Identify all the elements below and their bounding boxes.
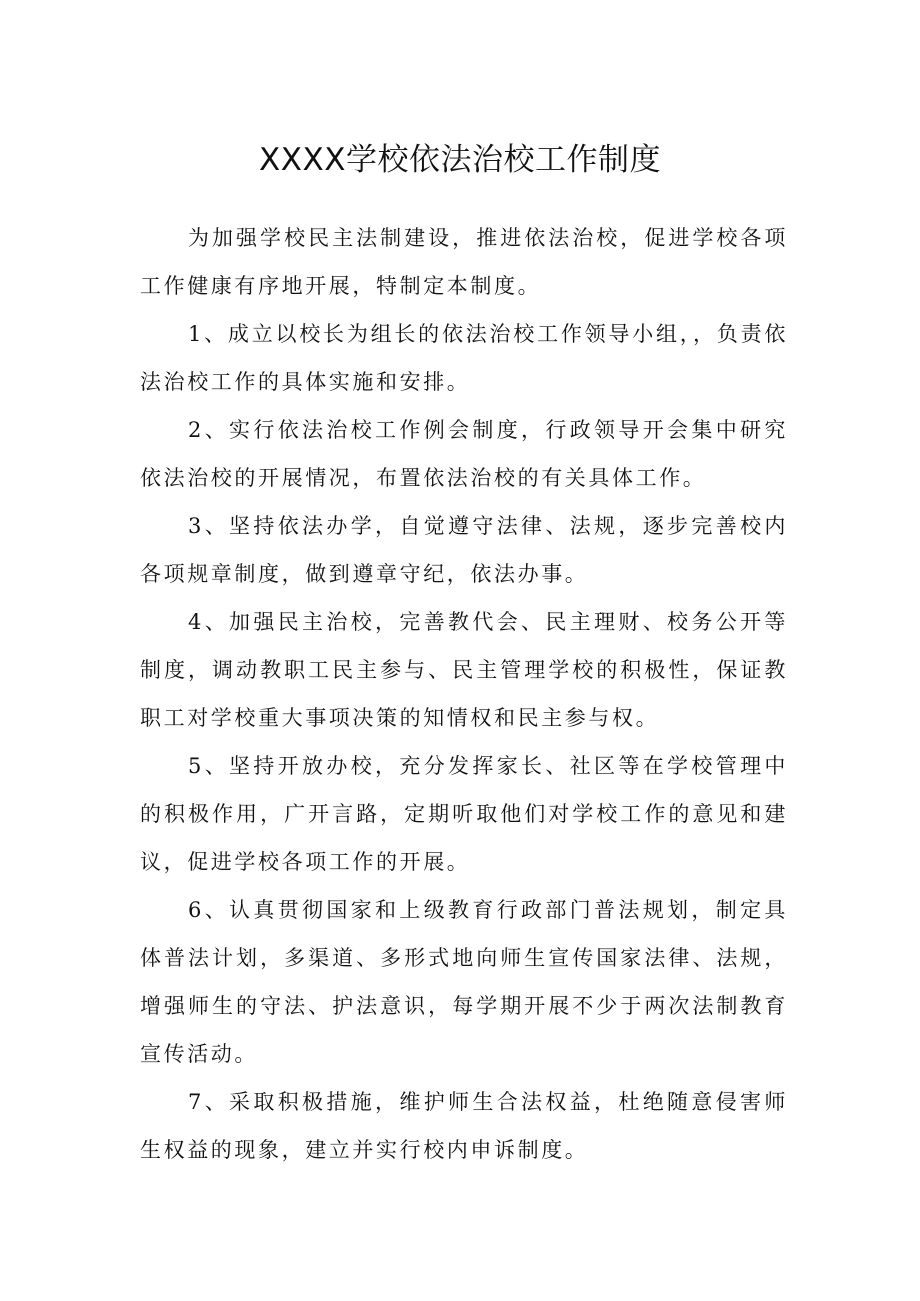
paragraph-item-3: 3、坚持依法办学，自觉遵守法律、法规，逐步完善校内各项规章制度，做到遵章守纪，依法办事。 [140,514,788,586]
document-body [140,214,788,1174]
paragraph-item-1: 1、成立以校长为组长的依法治校工作领导小组，，负责依法治校工作的具体实施和安排。 [140,322,788,394]
document-title: XXXX学校依法治校工作制度 [259,142,661,178]
paragraph-intro: 为加强学校民主法制建设，推进依法治校，促进学校各项工作健康有序地开展，特制定本制度。 [140,226,788,298]
paragraph-item-6: 6、认真贯彻国家和上级教育行政部门普法规划，制定具体普法计划，多渠道、多形式地向师生宣传国家法律、法规，增强师生的守法、护法意识，每学期开展不少于两次法制教育宣传活动。 [140,898,788,1066]
paragraph-item-7: 7、采取积极措施，维护师生合法权益，杜绝随意侵害师生权益的现象，建立并实行校内申诉制度。 [140,1090,788,1162]
paragraph-item-4: 4、加强民主治校，完善教代会、民主理财、校务公开等制度，调动教职工民主参与、民主管理学校的积极性，保证教职工对学校重大事项决策的知情权和民主参与权。 [140,610,788,730]
paragraph-item-5: 5、坚持开放办校，充分发挥家长、社区等在学校管理中的积极作用，广开言路，定期听取他们对学校工作的意见和建议，促进学校各项工作的开展。 [140,754,788,874]
paragraph-item-2: 2、实行依法治校工作例会制度，行政领导开会集中研究依法治校的开展情况，布置依法治校的有关具体工作。 [140,418,788,490]
